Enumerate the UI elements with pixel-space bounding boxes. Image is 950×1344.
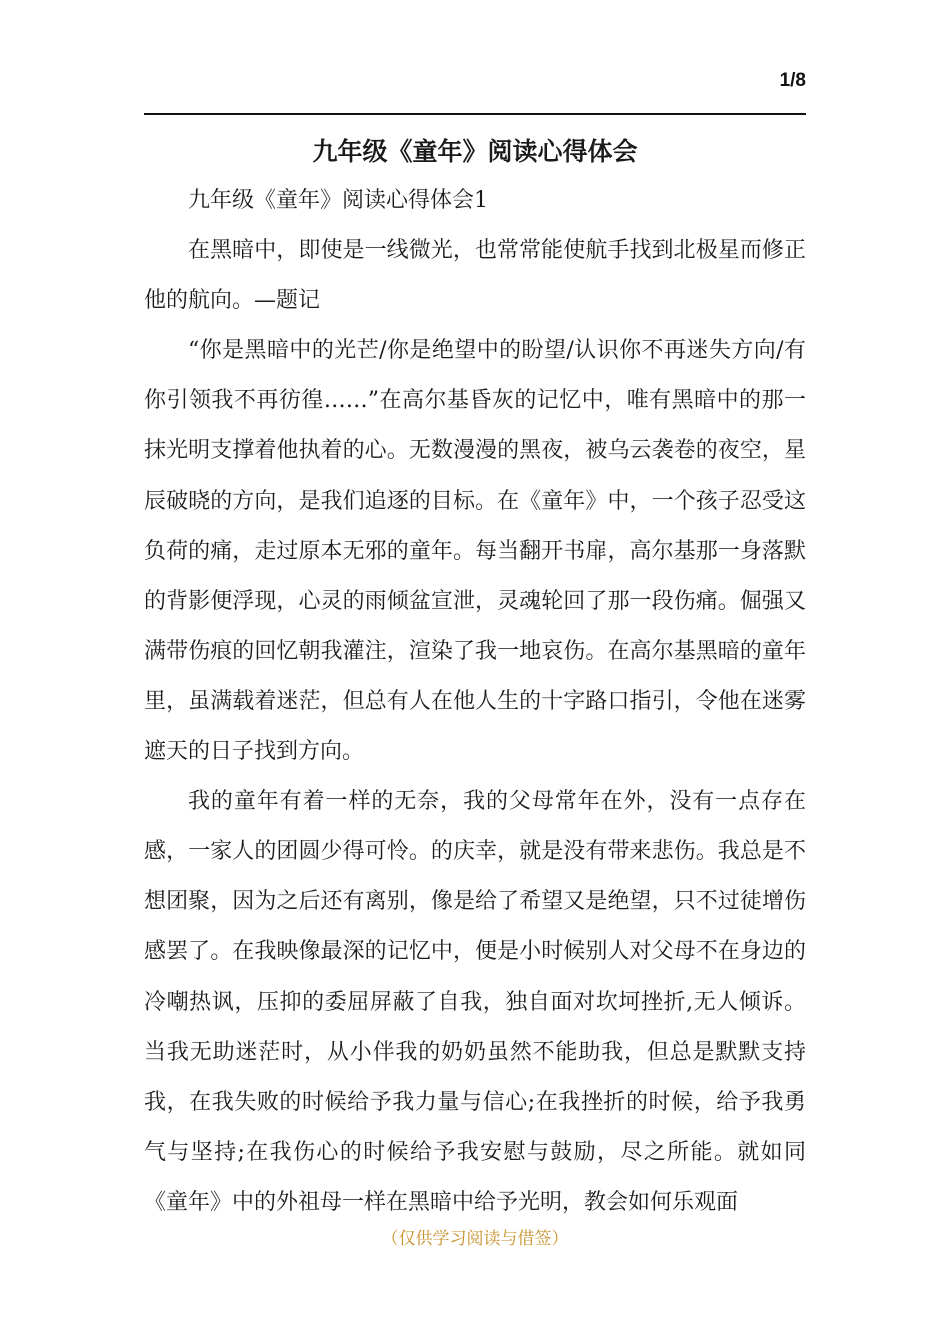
page-number: 1/8 [779, 70, 806, 91]
paragraph-body: 我的童年有着一样的无奈，我的父母常年在外，没有一点存在感，一家人的团圆少得可怜。的庆幸，就是没有带来悲伤。我总是不想团聚，因为之后还有离别，像是给了希望又是绝望，只不过徒增伤感罢了。在我映像最深的记忆中，便是小时候别人对父母不在身边的冷嘲热讽，压抑的委屈屏蔽了自我，独自面对坎坷挫折,无人倾诉。当我无助迷茫时，从小伴我的奶奶虽然不能助我，但总是默默支持我，在我失败的时候给予我力量与信心;在我挫折的时候，给予我勇气与坚持;在我伤心的时候给予我安慰与鼓励，尽之所能。就如同《童年》中的外祖母一样在黑暗中给予光明，教会如何乐观面 [144, 789, 806, 1215]
section-heading: 九年级《童年》阅读心得体会1 [188, 188, 488, 213]
document-title: 九年级《童年》阅读心得体会 [312, 137, 638, 166]
footer-disclaimer: （仅供学习阅读与借签） [381, 1229, 569, 1249]
document-body [144, 176, 806, 1228]
header-divider [144, 113, 806, 115]
paragraph-epigraph: 在黑暗中，即使是一线微光，也常常能使航手找到北极星而修正他的航向。—题记 [144, 238, 806, 314]
paragraph-body: “你是黑暗中的光芒/你是绝望中的盼望/认识你不再迷失方向/有你引领我不再彷徨……”在高尔基昏灰的记忆中，唯有黑暗中的那一抹光明支撑着他执着的心。无数漫漫的黑夜，被乌云袭卷的夜空，星辰破晓的方向，是我们追逐的目标。在《童年》中，一个孩子忍受这负荷的痛，走过原本无邪的童年。每当翻开书扉，高尔基那一身落默的背影便浮现，心灵的雨倾盆宣泄，灵魂轮回了那一段伤痛。倔强又满带伤痕的回忆朝我灌注，渲染了我一地哀伤。在高尔基黑暗的童年里，虽满载着迷茫，但总有人在他人生的十字路口指引，令他在迷雾遮天的日子找到方向。 [144, 338, 806, 765]
